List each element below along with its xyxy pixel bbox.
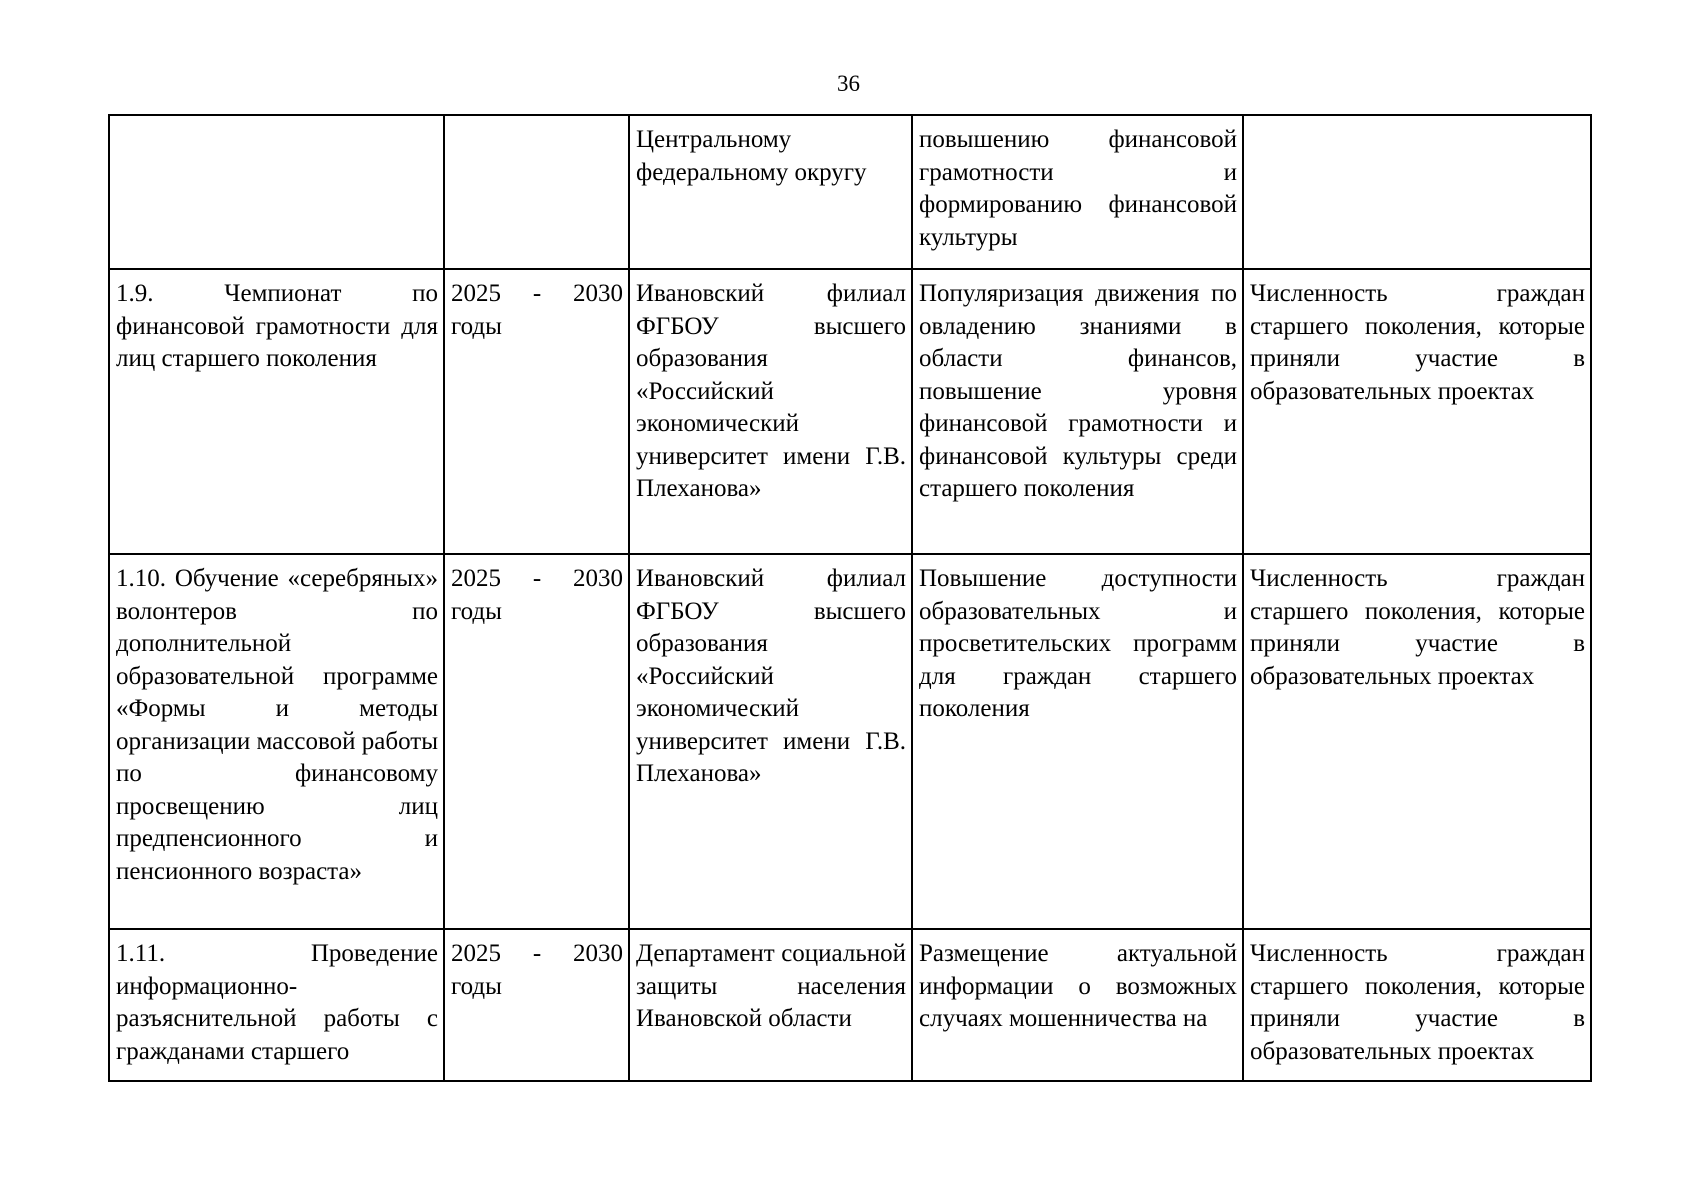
table-row — [109, 929, 1591, 1081]
table-row — [109, 269, 1591, 554]
program-table — [108, 114, 1592, 1082]
result-cell: Популяризация движения по овладению знаниями в области финансов, повышение уровня финансовой грамотности и финансовой культуры среди старшего поколения — [912, 269, 1243, 554]
event-cell: 1.11. Проведение информационно-разъяснительной работы с гражданами старшего — [109, 929, 444, 1081]
table-row — [109, 115, 1591, 269]
period-cell: 2025 - 2030 годы — [444, 554, 629, 929]
table-row — [109, 554, 1591, 929]
event-cell: 1.10. Обучение «серебряных» волонтеров по дополнительной образовательной программе «Формы и методы организации массовой работы по финансовому просвещению лиц предпенсионного и пенсионного возраста» — [109, 554, 444, 929]
period-cell: 2025 - 2030 годы — [444, 269, 629, 554]
indicator-cell: Численность граждан старшего поколения, которые приняли участие в образовательных проектах — [1243, 554, 1591, 929]
result-cell: Размещение актуальной информации о возможных случаях мошенничества на — [912, 929, 1243, 1081]
page-number: 36 — [837, 71, 860, 96]
period-cell — [444, 115, 629, 269]
period-cell: 2025 - 2030 годы — [444, 929, 629, 1081]
event-cell — [109, 115, 444, 269]
executor-cell: Департамент социальной защиты населения Ивановской области — [629, 929, 912, 1081]
result-cell: Повышение доступности образовательных и просветительских программ для граждан старшего поколения — [912, 554, 1243, 929]
executor-cell: Центральному федеральному округу — [629, 115, 912, 269]
event-cell: 1.9. Чемпионат по финансовой грамотности для лиц старшего поколения — [109, 269, 444, 554]
indicator-cell: Численность граждан старшего поколения, которые приняли участие в образовательных проектах — [1243, 269, 1591, 554]
indicator-cell: Численность граждан старшего поколения, которые приняли участие в образовательных проектах — [1243, 929, 1591, 1081]
executor-cell: Ивановский филиал ФГБОУ высшего образования «Российский экономический университет имени Г.В. Плеханова» — [629, 269, 912, 554]
indicator-cell — [1243, 115, 1591, 269]
result-cell: повышению финансовой грамотности и формированию финансовой культуры — [912, 115, 1243, 269]
executor-cell: Ивановский филиал ФГБОУ высшего образования «Российский экономический университет имени Г.В. Плеханова» — [629, 554, 912, 929]
